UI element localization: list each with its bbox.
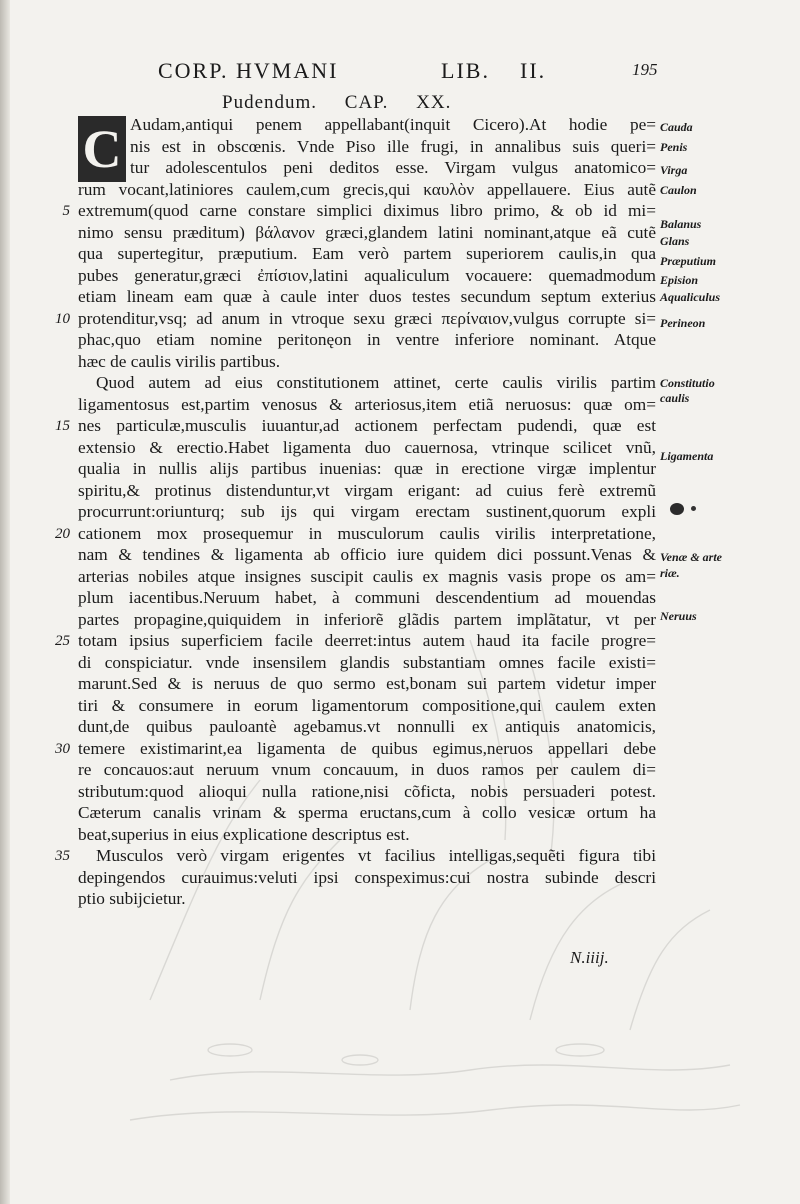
page-gutter-shadow bbox=[0, 0, 10, 1204]
margin-note: caulis bbox=[660, 391, 690, 406]
margin-note: Cauda bbox=[660, 120, 693, 135]
line-number: 5 bbox=[62, 203, 70, 219]
line-number: 25 bbox=[55, 633, 70, 649]
text-line: qua supertegitur, præputium. Eam verò partem superiorem caulis,in qua bbox=[78, 244, 656, 263]
text-line: totam ipsius superficiem facile deerret:intus autem haud ita facile progre= bbox=[78, 631, 656, 650]
text-line: Cæterum canalis vrinam & sperma eructans,cum à collo vesicæ ortum ha bbox=[78, 803, 656, 822]
margin-note: Glans bbox=[660, 234, 690, 249]
line-number: 20 bbox=[55, 525, 70, 542]
chapter-heading bbox=[222, 92, 451, 114]
running-title-part-1: CORP. HVMANI bbox=[158, 58, 339, 83]
text-line: cationem mox prosequemur in musculorum caulis virilis interpretatione, bbox=[78, 523, 656, 543]
ink-speck bbox=[691, 506, 696, 511]
text-line: Quod autem ad eius constitutionem attinet, certe caulis virilis partim bbox=[96, 373, 656, 392]
text-line: temere existimarint,ea ligamenta de quibus egimus,neruos appellari debe bbox=[78, 738, 656, 758]
folio-number: 195 bbox=[632, 60, 658, 79]
margin-note: Constitutio bbox=[660, 376, 715, 391]
text-line: nimo sensu præditum) βάλανον græci,glandem latini nominant,atque eã cutẽ bbox=[78, 222, 656, 242]
margin-note: Venæ & arte bbox=[660, 550, 723, 565]
running-title-part-3: II. bbox=[520, 58, 547, 83]
margin-note: Neruus bbox=[660, 608, 697, 623]
text-line: di conspiciatur. vnde insensilem glandis substantiam omnes facile existi= bbox=[78, 652, 656, 672]
line-number: 10 bbox=[55, 310, 70, 327]
line-number: 15 bbox=[55, 418, 70, 434]
chapter-title: Pudendum. bbox=[222, 92, 318, 113]
chapter-number: XX. bbox=[416, 92, 452, 113]
running-title-part-2: LIB. bbox=[441, 58, 490, 83]
text-line: qualia in nullis alijs partibus inuenias: quæ in erectione virgæ implentur bbox=[78, 459, 656, 478]
text-line: stributum:quod alioqui nulla ratione,nisi cõficta, nobis persuaderi potest. bbox=[78, 781, 656, 801]
text-line: nis est in obscœnis. Vnde Piso ille frugi, in annalibus suis queri= bbox=[130, 136, 656, 156]
margin-note: Ligamenta bbox=[660, 449, 714, 464]
text-line: re concauos:aut neruum vnum concauum, in duos ramos per caulem di= bbox=[78, 760, 656, 779]
text-line: extremum(quod carne constare simplici diximus libro primo, & ob id mi= bbox=[78, 201, 656, 220]
text-line: rum vocant,latiniores caulem,cum grecis,qui καυλὸν appellauere. Eius autẽ bbox=[78, 179, 656, 199]
line-number: 35 bbox=[55, 848, 70, 864]
text-line: Musculos verò virgam erigentes vt facilius intelligas,sequẽti figura tibi bbox=[96, 846, 656, 865]
text-line: partes propagine,quiquidem in inferiorẽ glãdis partem implãtatur, vt per bbox=[78, 609, 656, 629]
text-line: procurrunt:oriunturq; sub ijs qui virgam erectam sustinent,quorum expli bbox=[78, 502, 656, 521]
text-line: protenditur,vsq; ad anum in vtroque sexu græci περίναιον,vulgus corrupte si= bbox=[78, 308, 656, 328]
body-text bbox=[78, 114, 656, 910]
margin-note: Virga bbox=[660, 163, 688, 178]
decorated-initial: C bbox=[78, 116, 126, 182]
text-line: ligamentosus est,partim venosus & arteriosus,item etiã neruosus: quæ om= bbox=[78, 394, 656, 414]
margin-note: Epision bbox=[660, 273, 699, 288]
line-number: 30 bbox=[55, 740, 70, 757]
text-line: depingendos curauimus:veluti ipsi conspeximus:cui nostra subinde descri bbox=[78, 867, 656, 887]
text-line: dunt,de quibus pauloantè agebamus.vt nonnulli ex antiquis anatomicis, bbox=[78, 717, 656, 736]
margin-note: Aqualiculus bbox=[660, 290, 721, 305]
text-line: spiritu,& protinus distenduntur,vt virgam erigant: ad cuius ferè extremũ bbox=[78, 480, 656, 500]
text-line: extensio & erectio.Habet ligamenta duo cauernosa, vtrinque scilicet vnũ, bbox=[78, 437, 656, 457]
margin-note: Perineon bbox=[660, 316, 706, 331]
text-line: marunt.Sed & is neruus de quo sermo est,bonam sui partem videtur imper bbox=[78, 674, 656, 693]
margin-note: Penis bbox=[660, 139, 688, 154]
ink-blot bbox=[670, 503, 684, 515]
text-line: nam & tendines & ligamenta ab officio iure quidem dici possunt.Venas & bbox=[78, 545, 656, 564]
text-line: Audam,antiqui penem appellabant(inquit Cicero).At hodie pe= bbox=[130, 115, 656, 134]
signature-mark: N.iiij. bbox=[570, 948, 609, 967]
margin-note: Præputium bbox=[660, 253, 717, 268]
text-line: ptio subijcietur. bbox=[78, 889, 186, 908]
text-line: hæc de caulis virilis partibus. bbox=[78, 351, 281, 371]
text-line: pubes generatur,græci ἐπίσιον,latini aqualiculum vocauere: quemadmodum bbox=[78, 265, 656, 285]
margin-note: riæ. bbox=[660, 565, 680, 580]
text-line: etiam lineam eam quæ à caule inter duos testes secundum septum exterius bbox=[78, 287, 656, 306]
text-line: tiri & consumere in eorum ligamentorum compositione,qui caulem exten bbox=[78, 695, 656, 715]
text-line: phac,quo etiam nomine peritonęon in ventre inferiore nominant. Atque bbox=[78, 330, 656, 349]
margin-note: Balanus bbox=[660, 217, 702, 232]
text-line: arterias nobiles atque insignes suscipit caulis ex magnis vasis prope os am= bbox=[78, 566, 656, 586]
chapter-number-label: CAP. bbox=[344, 92, 389, 113]
text-line: beat,superius in eius explicatione descriptus est. bbox=[78, 824, 410, 844]
text-line: nes particulæ,musculis iuuantur,ad actionem perfectam pudendi, quæ est bbox=[78, 416, 656, 435]
text-line: tur adolescentulos peni deditos esse. Virgam vulgus anatomico= bbox=[130, 158, 656, 177]
text-line: plum iacentibus.Neruum habet, à communi descendentium ad mouendas bbox=[78, 588, 656, 607]
margin-note: Caulon bbox=[660, 182, 697, 197]
